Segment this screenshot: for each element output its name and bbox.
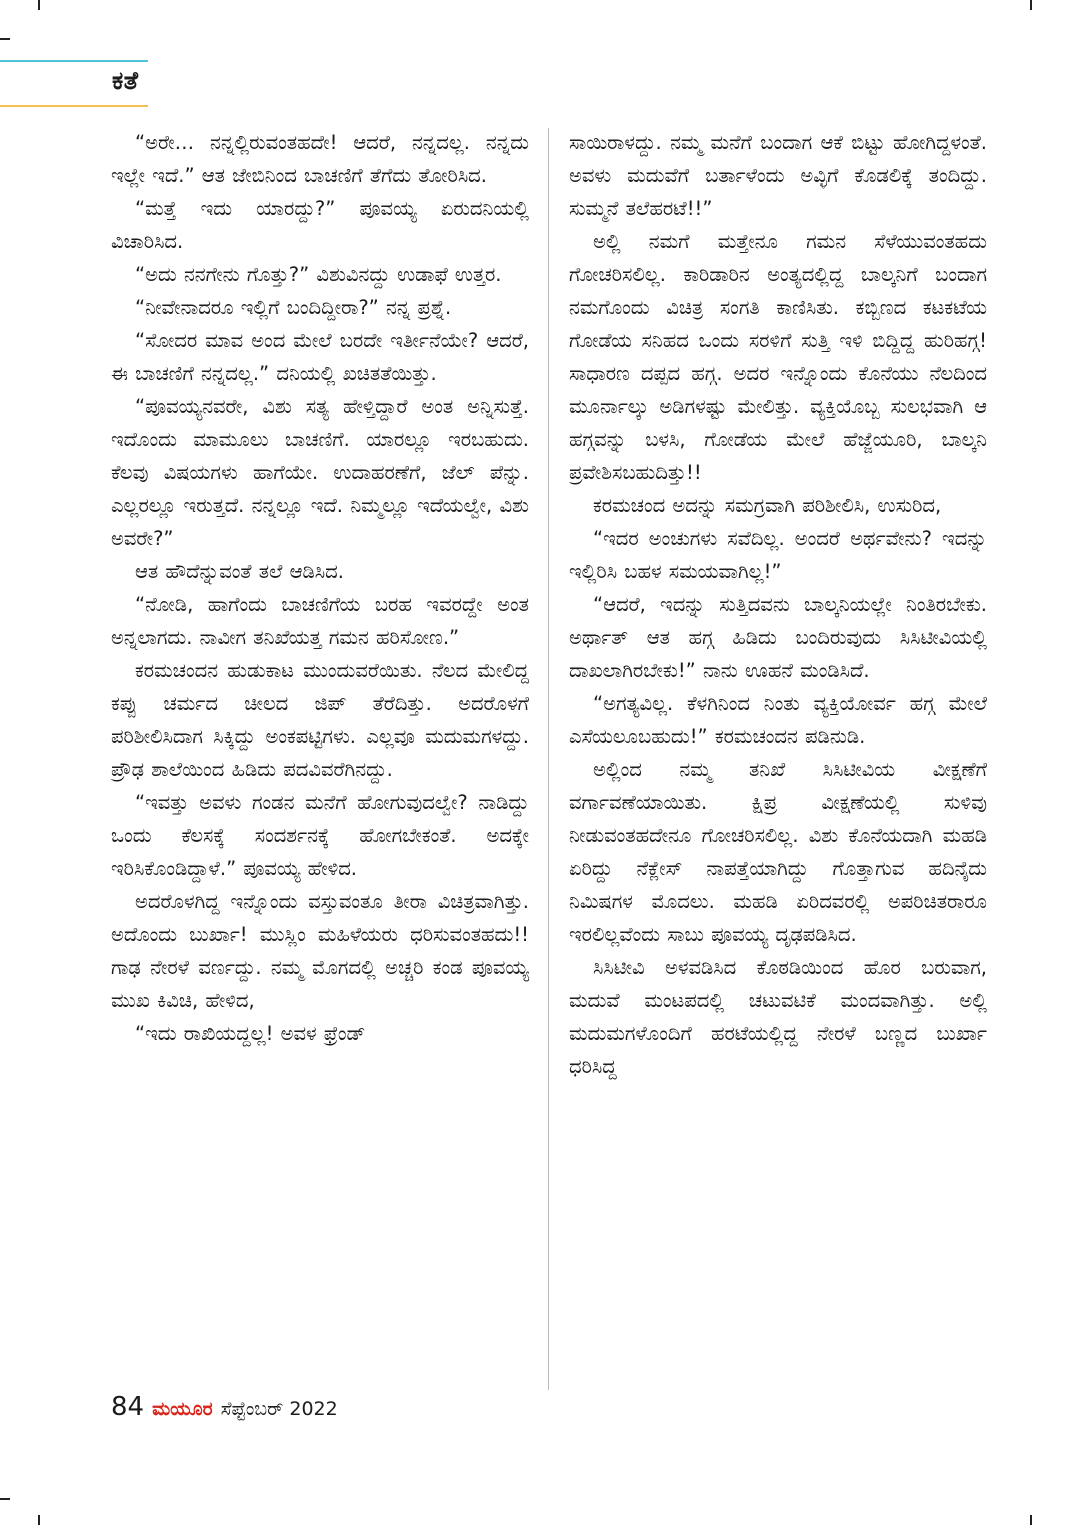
paragraph: “ಇವತ್ತು ಅವಳು ಗಂಡನ ಮನೆಗೆ ಹೋಗುವುದಲ್ವೇ? ನಾಡಿದ್ದು ಒಂದು ಕೆಲಸಕ್ಕೆ ಸಂದರ್ಶನಕ್ಕೆ ಹೋಗಬೇಕಂತೆ. ಅದಕ್ಕೇ ಇರಿಸಿಕೊಂಡಿದ್ದಾಳೆ.” ಪೂವಯ್ಯ ಹೇಳಿದ. [111, 791, 529, 880]
paragraph: “ಮತ್ತೆ ಇದು ಯಾರದ್ದು?” ಪೂವಯ್ಯ ಏರುದನಿಯಲ್ಲಿ ವಿಚಾರಿಸಿದ. [111, 197, 529, 253]
paragraph: “ಆದರೆ, ಇದನ್ನು ಸುತ್ತಿದವನು ಬಾಲ್ಕನಿಯಲ್ಲೇ ನಿಂತಿರಬೇಕು. ಅರ್ಥಾತ್ ಆತ ಹಗ್ಗ ಹಿಡಿದು ಬಂದಿರುವುದು ಸಿಸಿಟೀವಿಯಲ್ಲಿ ದಾಖಲಾಗಿರಬೇಕು!” ನಾನು ಊಹನೆ ಮಂಡಿಸಿದೆ. [569, 593, 987, 682]
paragraph: “ಇದರ ಅಂಚುಗಳು ಸವೆದಿಲ್ಲ. ಅಂದರೆ ಅರ್ಥವೇನು? ಇದನ್ನು ಇಲ್ಲಿರಿಸಿ ಬಹಳ ಸಮಯವಾಗಿಲ್ಲ!” [569, 527, 987, 583]
crop-mark-bottom-right-v [1030, 1515, 1032, 1525]
paragraph: ಸಿಸಿಟೀವಿ ಅಳವಡಿಸಿದ ಕೊಠಡಿಯಿಂದ ಹೊರ ಬರುವಾಗ, ಮದುವೆ ಮಂಟಪದಲ್ಲಿ ಚಟುವಟಿಕೆ ಮಂದವಾಗಿತ್ತು. ಅಲ್ಲಿ ಮದುಮಗಳೊಂದಿಗೆ ಹರಟೆಯಲ್ಲಿದ್ದ ನೇರಳೆ ಬಣ್ಣದ ಬುರ್ಖಾ ಧರಿಸಿದ್ದ [569, 956, 987, 1078]
issue-date: ಸೆಪ್ಟೆಂಬರ್ 2022 [220, 1398, 338, 1420]
crop-mark-top-right-v [1030, 0, 1032, 10]
paragraph: “ಇದು ರಾಖಿಯದ್ದಲ್ಲ! ಅವಳ ಫ್ರೆಂಡ್ [135, 1022, 366, 1045]
paragraph: ಅಲ್ಲಿಂದ ನಮ್ಮ ತನಿಖೆ ಸಿಸಿಟೀವಿಯ ವೀಕ್ಷಣೆಗೆ ವರ್ಗಾವಣೆಯಾಯಿತು. ಕ್ಷಿಪ್ರ ವೀಕ್ಷಣೆಯಲ್ಲಿ ಸುಳಿವು ನೀಡುವಂತಹದೇನೂ ಗೋಚರಿಸಲಿಲ್ಲ. ವಿಶು ಕೊನೆಯದಾಗಿ ಮಹಡಿ ಏರಿದ್ದು ನೆಕ್ಲೇಸ್ ನಾಪತ್ತೆಯಾಗಿದ್ದು ಗೊತ್ತಾಗುವ ಹದಿನೈದು ನಿಮಿಷಗಳ ಮೊದಲು. ಮಹಡಿ ಏರಿದವರಲ್ಲಿ ಅಪರಿಚಿತರಾರೂ ಇರಲಿಲ್ಲವೆಂದು ಸಾಬು ಪೂವಯ್ಯ ದೃಢಪಡಿಸಿದ. [569, 758, 987, 946]
paragraph: ಅದರೊಳಗಿದ್ದ ಇನ್ನೊಂದು ವಸ್ತುವಂತೂ ತೀರಾ ವಿಚಿತ್ರವಾಗಿತ್ತು. ಅದೊಂದು ಬುರ್ಖಾ! ಮುಸ್ಲಿಂ ಮಹಿಳೆಯರು ಧರಿಸುವಂತಹದು!! ಗಾಢ ನೇರಳೆ ವರ್ಣದ್ದು. ನಮ್ಮ ಮೊಗದಲ್ಲಿ ಅಚ್ಚರಿ ಕಂಡ ಪೂವಯ್ಯ ಮುಖ ಕಿವಿಚಿ, ಹೇಳಿದ, [111, 890, 529, 1012]
page-number: 84 [111, 1392, 145, 1422]
page-footer [111, 1392, 338, 1422]
paragraph: “ಅಗತ್ಯವಿಲ್ಲ. ಕೆಳಗಿನಿಂದ ನಿಂತು ವ್ಯಕ್ತಿಯೋರ್ವ ಹಗ್ಗ ಮೇಲೆ ಎಸೆಯಲೂಬಹುದು!” ಕರಮಚಂದನ ಪಡಿನುಡಿ. [569, 692, 987, 748]
paragraph: ಅಲ್ಲಿ ನಮಗೆ ಮತ್ತೇನೂ ಗಮನ ಸೆಳೆಯುವಂತಹದು ಗೋಚರಿಸಲಿಲ್ಲ. ಕಾರಿಡಾರಿನ ಅಂತ್ಯದಲ್ಲಿದ್ದ ಬಾಲ್ಕನಿಗೆ ಬಂದಾಗ ನಮಗೊಂದು ವಿಚಿತ್ರ ಸಂಗತಿ ಕಾಣಿಸಿತು. ಕಬ್ಬಿಣದ ಕಟಕಟೆಯ ಗೋಡೆಯ ಸನಿಹದ ಒಂದು ಸರಳಿಗೆ ಸುತ್ತಿ ಇಳಿ ಬಿದ್ದಿದ್ದ ಹುರಿಹಗ್ಗ! ಸಾಧಾರಣ ದಪ್ಪದ ಹಗ್ಗ. ಅದರ ಇನ್ನೊಂದು ಕೊನೆಯು ನೆಲದಿಂದ ಮೂರ್ನಾಲ್ಕು ಅಡಿಗಳಷ್ಟು ಮೇಲಿತ್ತು. ವ್ಯಕ್ತಿಯೊಬ್ಬ ಸುಲಭವಾಗಿ ಆ ಹಗ್ಗವನ್ನು ಬಳಸಿ, ಗೋಡೆಯ ಮೇಲೆ ಹೆಜ್ಜೆಯೂರಿ, ಬಾಲ್ಕನಿ ಪ್ರವೇಶಿಸಬಹುದಿತ್ತು!! [569, 230, 987, 484]
crop-mark-top-left-v [38, 0, 40, 10]
paragraph: “ನೀವೇನಾದರೂ ಇಲ್ಲಿಗೆ ಬಂದಿದ್ದೀರಾ?” ನನ್ನ ಪ್ರಶ್ನೆ. [135, 296, 452, 319]
left-column [111, 126, 529, 1050]
crop-mark-bottom-left-v [38, 1515, 40, 1525]
header-rule-bottom [0, 105, 148, 107]
section-title: ಕತೆ [112, 66, 139, 95]
paragraph: “ಅದು ನನಗೇನು ಗೊತ್ತು?” ವಿಶುವಿನದ್ದು ಉಡಾಫೆ ಉತ್ತರ. [135, 263, 502, 286]
crop-mark-bottom-left-h [0, 1498, 10, 1500]
paragraph: “ಅರೇ… ನನ್ನಲ್ಲಿರುವಂತಹದೇ! ಆದರೆ, ನನ್ನದಲ್ಲ. ನನ್ನದು ಇಲ್ಲೇ ಇದೆ.” ಆತ ಜೇಬಿನಿಂದ ಬಾಚಣಿಗೆ ತೆಗೆದು ತೋರಿಸಿದ. [111, 131, 529, 187]
crop-mark-top-left-h [0, 38, 10, 40]
paragraph: ಸಾಯಿರಾಳದ್ದು. ನಮ್ಮ ಮನೆಗೆ ಬಂದಾಗ ಆಕೆ ಬಿಟ್ಟು ಹೋಗಿದ್ದಳಂತೆ. ಅವಳು ಮದುವೆಗೆ ಬರ್ತಾಳೆಂದು ಅವ್ಳಿಗೆ ಕೊಡಲಿಕ್ಕೆ ತಂದಿದ್ದು. ಸುಮ್ಮನೆ ತಲೆಹರಟೆ!!” [569, 131, 987, 220]
column-divider [548, 128, 549, 1390]
paragraph: ಕರಮಚಂದನ ಹುಡುಕಾಟ ಮುಂದುವರೆಯಿತು. ನೆಲದ ಮೇಲಿದ್ದ ಕಪ್ಪು ಚರ್ಮದ ಚೀಲದ ಜಿಪ್ ತೆರೆದಿತ್ತು. ಅದರೊಳಗೆ ಪರಿಶೀಲಿಸಿದಾಗ ಸಿಕ್ಕಿದ್ದು ಅಂಕಪಟ್ಟಿಗಳು. ಎಲ್ಲವೂ ಮದುಮಗಳದ್ದು. ಪ್ರೌಢ ಶಾಲೆಯಿಂದ ಹಿಡಿದು ಪದವಿವರೆಗಿನದ್ದು. [111, 659, 529, 781]
paragraph: “ಪೂವಯ್ಯನವರೇ, ವಿಶು ಸತ್ಯ ಹೇಳ್ತಿದ್ದಾರೆ ಅಂತ ಅನ್ನಿಸುತ್ತೆ. ಇದೊಂದು ಮಾಮೂಲು ಬಾಚಣಿಗೆ. ಯಾರಲ್ಲೂ ಇರಬಹುದು. ಕೆಲವು ವಿಷಯಗಳು ಹಾಗೆಯೇ. ಉದಾಹರಣೆಗೆ, ಜೆಲ್ ಪೆನ್ನು. ಎಲ್ಲರಲ್ಲೂ ಇರುತ್ತದೆ. ನನ್ನಲ್ಲೂ ಇದೆ. ನಿಮ್ಮಲ್ಲೂ ಇದೆಯಲ್ವೇ, ವಿಶು ಅವರೇ?” [111, 395, 529, 550]
magazine-brand: ಮಯೂರ [152, 1398, 213, 1420]
paragraph: ಆತ ಹೌದೆನ್ನುವಂತೆ ತಲೆ ಆಡಿಸಿದ. [135, 560, 344, 583]
paragraph: “ಸೋದರ ಮಾವ ಅಂದ ಮೇಲೆ ಬರದೇ ಇರ್ತೀನೆಯೇ? ಆದರೆ, ಈ ಬಾಚಣಿಗೆ ನನ್ನದಲ್ಲ.” ದನಿಯಲ್ಲಿ ಖಚಿತತೆಯಿತ್ತು. [111, 329, 529, 385]
header-rule-top [0, 60, 148, 62]
paragraph: ಕರಮಚಂದ ಅದನ್ನು ಸಮಗ್ರವಾಗಿ ಪರಿಶೀಲಿಸಿ, ಉಸುರಿದ, [593, 494, 942, 517]
right-column [569, 126, 987, 1083]
paragraph: “ನೋಡಿ, ಹಾಗೆಂದು ಬಾಚಣಿಗೆಯ ಬರಹ ಇವರದ್ದೇ ಅಂತ ಅನ್ನಲಾಗದು. ನಾವೀಗ ತನಿಖೆಯತ್ತ ಗಮನ ಹರಿಸೋಣ.” [111, 593, 529, 649]
